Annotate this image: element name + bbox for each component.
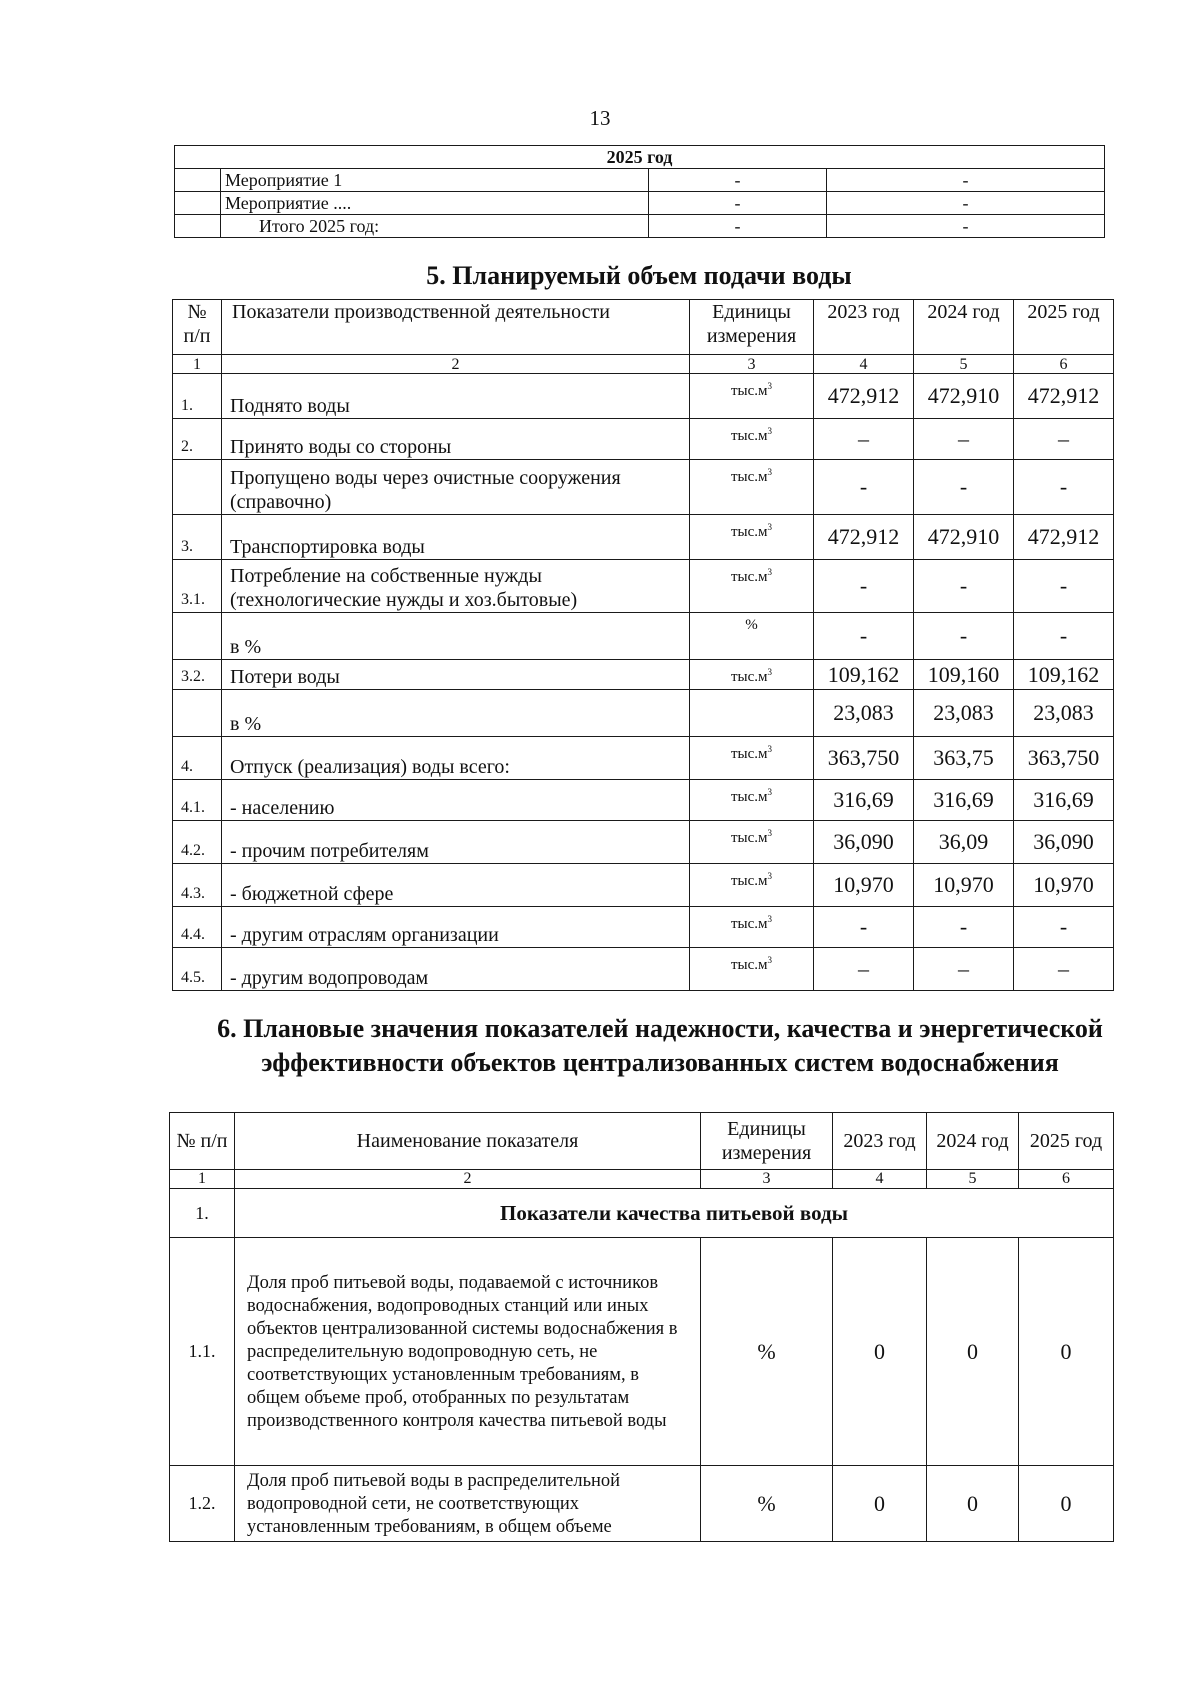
unit-superscript: 3 <box>767 787 773 797</box>
unit-cell <box>690 948 814 991</box>
value-2025: 10,970 <box>1014 864 1114 907</box>
indicator-name: - другим водопроводам <box>222 948 690 991</box>
value-2023: - <box>814 460 914 515</box>
table-row <box>175 169 1105 192</box>
value-2023: – <box>814 948 914 991</box>
table-row <box>173 560 1114 613</box>
column-index: 6 <box>1014 355 1114 374</box>
unit-cell <box>690 660 814 690</box>
value-2024: 23,083 <box>914 690 1014 737</box>
value-2024: 109,160 <box>914 660 1014 690</box>
table-row <box>173 515 1114 560</box>
value-2024: 472,910 <box>914 515 1014 560</box>
event-value: - <box>649 192 827 215</box>
row-num: 1.2. <box>170 1466 235 1542</box>
unit-label: тыс.м <box>730 830 768 846</box>
column-index: 4 <box>814 355 914 374</box>
unit-superscript: 3 <box>767 828 773 838</box>
table-row <box>173 374 1114 419</box>
indicator-name: Поднято воды <box>222 374 690 419</box>
col-header-2024: 2024 год <box>927 1113 1019 1170</box>
row-num: 3.1. <box>173 560 222 613</box>
column-index: 2 <box>235 1170 701 1189</box>
value-2023: 363,750 <box>814 737 914 780</box>
value-2025: - <box>1014 613 1114 660</box>
group-num: 1. <box>170 1189 235 1238</box>
indicator-value-2024: 0 <box>927 1238 1019 1466</box>
table-row <box>173 821 1114 864</box>
event-value: - <box>827 215 1105 238</box>
col-header-param: Показатели производственной деятельности <box>222 300 690 355</box>
col-header-unit: Единицы измерения <box>701 1113 833 1170</box>
col-header-2025: 2025 год <box>1019 1113 1114 1170</box>
unit-cell <box>690 613 814 660</box>
value-2024: 363,75 <box>914 737 1014 780</box>
table-row <box>173 737 1114 780</box>
column-index: 1 <box>173 355 222 374</box>
column-index: 5 <box>914 355 1014 374</box>
unit-cell <box>690 821 814 864</box>
col-header-2024: 2024 год <box>914 300 1014 355</box>
event-value: - <box>827 192 1105 215</box>
column-index: 2 <box>222 355 690 374</box>
group-title: Показатели качества питьевой воды <box>235 1189 1114 1238</box>
value-2023: 316,69 <box>814 780 914 821</box>
unit-superscript: 3 <box>767 914 773 924</box>
indicator-name: Потребление на собственные нужды (технологические нужды и хоз.бытовые) <box>222 560 690 613</box>
indicator-value-2023: 0 <box>833 1238 927 1466</box>
table-row <box>175 192 1105 215</box>
indicator-name: в % <box>222 690 690 737</box>
row-num: 3.2. <box>173 660 222 690</box>
value-2024: 472,910 <box>914 374 1014 419</box>
value-2024: 316,69 <box>914 780 1014 821</box>
unit-label: тыс.м <box>730 383 768 399</box>
row-num: 2. <box>173 419 222 460</box>
value-2024: – <box>914 419 1014 460</box>
value-2024: - <box>914 460 1014 515</box>
row-num: 1. <box>173 374 222 419</box>
unit-cell <box>690 737 814 780</box>
indicator-name: - прочим потребителям <box>222 821 690 864</box>
value-2023: – <box>814 419 914 460</box>
unit-cell <box>690 907 814 948</box>
unit-label: тыс.м <box>730 873 768 889</box>
value-2024: – <box>914 948 1014 991</box>
table-row <box>173 460 1114 515</box>
row-num: 1.1. <box>170 1238 235 1466</box>
row-num <box>173 613 222 660</box>
unit-superscript: 3 <box>767 744 773 754</box>
value-2024: 10,970 <box>914 864 1014 907</box>
column-index: 1 <box>170 1170 235 1189</box>
value-2023: - <box>814 613 914 660</box>
unit-superscript: 3 <box>767 871 773 881</box>
row-num: 4. <box>173 737 222 780</box>
indicator-value-2023: 0 <box>833 1466 927 1542</box>
value-2024: - <box>914 907 1014 948</box>
unit-label: тыс.м <box>730 428 768 444</box>
unit-cell <box>690 460 814 515</box>
column-index: 3 <box>701 1170 833 1189</box>
unit-cell <box>690 374 814 419</box>
value-2023: 472,912 <box>814 515 914 560</box>
unit-superscript: 3 <box>767 955 773 965</box>
value-2023: 109,162 <box>814 660 914 690</box>
row-num: 4.1. <box>173 780 222 821</box>
unit-cell <box>690 780 814 821</box>
value-2024: - <box>914 613 1014 660</box>
section-6-title: 6. Плановые значения показателей надежности, качества и энергетической эффективности объектов централизованных систем водоснабжения <box>217 1014 1103 1077</box>
unit-cell <box>690 560 814 613</box>
value-2025: – <box>1014 948 1114 991</box>
indicator-name: Доля проб питьевой воды в распределительной водопроводной сети, не соответствующих установленным требованиям, в общем объеме <box>235 1466 701 1542</box>
value-2024: - <box>914 560 1014 613</box>
table-header-row <box>170 1113 1114 1170</box>
value-2025: - <box>1014 560 1114 613</box>
value-2025: - <box>1014 907 1114 948</box>
unit-label: % <box>745 617 758 633</box>
table-row <box>175 215 1105 238</box>
value-2023: 10,970 <box>814 864 914 907</box>
col-header-unit: Единицы измерения <box>690 300 814 355</box>
unit-superscript: 3 <box>767 467 773 477</box>
unit-cell <box>690 690 814 737</box>
unit-cell <box>690 515 814 560</box>
table-row <box>173 613 1114 660</box>
unit-label: тыс.м <box>730 569 768 585</box>
col-header-num: № п/п <box>170 1113 235 1170</box>
unit-label: тыс.м <box>730 669 768 685</box>
unit-label: тыс.м <box>730 524 768 540</box>
value-2025: - <box>1014 460 1114 515</box>
column-index: 3 <box>690 355 814 374</box>
value-2023: 472,912 <box>814 374 914 419</box>
indicator-unit: % <box>701 1238 833 1466</box>
value-2024: 36,09 <box>914 821 1014 864</box>
unit-superscript: 3 <box>767 567 773 577</box>
column-index: 5 <box>927 1170 1019 1189</box>
unit-superscript: 3 <box>767 381 773 391</box>
group-row <box>170 1189 1114 1238</box>
value-2025: 472,912 <box>1014 515 1114 560</box>
value-2025: 36,090 <box>1014 821 1114 864</box>
table-row <box>173 419 1114 460</box>
table-row <box>170 1238 1114 1466</box>
value-2023: 23,083 <box>814 690 914 737</box>
indicator-name: - населению <box>222 780 690 821</box>
unit-label: тыс.м <box>730 789 768 805</box>
event-value: - <box>649 169 827 192</box>
indicator-value-2024: 0 <box>927 1466 1019 1542</box>
indicator-name: - другим отраслям организации <box>222 907 690 948</box>
indicator-name: - бюджетной сфере <box>222 864 690 907</box>
indicator-name: Отпуск (реализация) воды всего: <box>222 737 690 780</box>
table-row <box>173 660 1114 690</box>
table-row <box>173 690 1114 737</box>
prev-events-table <box>174 145 1105 238</box>
value-2023: - <box>814 907 914 948</box>
column-index: 6 <box>1019 1170 1114 1189</box>
page-number: 13 <box>589 106 611 130</box>
value-2025: 109,162 <box>1014 660 1114 690</box>
unit-label: тыс.м <box>730 916 768 932</box>
col-header-2025: 2025 год <box>1014 300 1114 355</box>
col-header-2023: 2023 год <box>833 1113 927 1170</box>
indicator-name: Транспортировка воды <box>222 515 690 560</box>
unit-label: тыс.м <box>730 957 768 973</box>
table-row <box>173 780 1114 821</box>
row-num <box>173 690 222 737</box>
indicator-value-2025: 0 <box>1019 1238 1114 1466</box>
table-row <box>173 907 1114 948</box>
section-5-title: 5. Планируемый объем подачи воды <box>426 261 852 290</box>
indicator-unit: % <box>701 1466 833 1542</box>
indicator-name: Пропущено воды через очистные сооружения (справочно) <box>222 460 690 515</box>
table-header-row <box>173 300 1114 355</box>
event-total-label: Итого 2025 год: <box>221 215 649 238</box>
value-2025: 316,69 <box>1014 780 1114 821</box>
indicator-name: Потери воды <box>222 660 690 690</box>
water-supply-body <box>173 374 1114 991</box>
column-index-row <box>170 1170 1114 1189</box>
indicator-name: в % <box>222 613 690 660</box>
value-2025: 23,083 <box>1014 690 1114 737</box>
col-header-2023: 2023 год <box>814 300 914 355</box>
row-num: 4.5. <box>173 948 222 991</box>
table-row <box>170 1466 1114 1542</box>
event-value: - <box>649 215 827 238</box>
table-row <box>173 948 1114 991</box>
unit-cell <box>690 864 814 907</box>
col-header-num: № п/п <box>173 300 222 355</box>
event-name: Мероприятие .... <box>221 192 649 215</box>
row-num: 4.4. <box>173 907 222 948</box>
unit-label: тыс.м <box>730 469 768 485</box>
col-header-name: Наименование показателя <box>235 1113 701 1170</box>
year-header-row <box>175 146 1105 169</box>
indicator-name: Доля проб питьевой воды, подаваемой с источников водоснабжения, водопроводных станций или иных объектов централизованной системы водоснабжения в распределительную водопроводную сеть, не соответствующих установленным требованиям, в общем объеме проб, отобранных по результатам производственного контроля качества питьевой воды <box>235 1238 701 1466</box>
indicator-value-2025: 0 <box>1019 1466 1114 1542</box>
unit-superscript: 3 <box>767 667 773 677</box>
row-num: 4.2. <box>173 821 222 864</box>
event-value: - <box>827 169 1105 192</box>
column-index: 4 <box>833 1170 927 1189</box>
indicator-name: Принято воды со стороны <box>222 419 690 460</box>
table-row <box>173 864 1114 907</box>
year-header: 2025 год <box>175 146 1105 169</box>
row-num: 3. <box>173 515 222 560</box>
value-2025: – <box>1014 419 1114 460</box>
value-2025: 472,912 <box>1014 374 1114 419</box>
row-num: 4.3. <box>173 864 222 907</box>
water-supply-table <box>172 299 1114 991</box>
column-index-row <box>173 355 1114 374</box>
row-num <box>173 460 222 515</box>
event-name: Мероприятие 1 <box>221 169 649 192</box>
unit-cell <box>690 419 814 460</box>
unit-superscript: 3 <box>767 522 773 532</box>
reliability-indicators-table <box>169 1112 1114 1542</box>
value-2023: - <box>814 560 914 613</box>
unit-label: тыс.м <box>730 746 768 762</box>
unit-superscript: 3 <box>767 426 773 436</box>
value-2023: 36,090 <box>814 821 914 864</box>
value-2025: 363,750 <box>1014 737 1114 780</box>
